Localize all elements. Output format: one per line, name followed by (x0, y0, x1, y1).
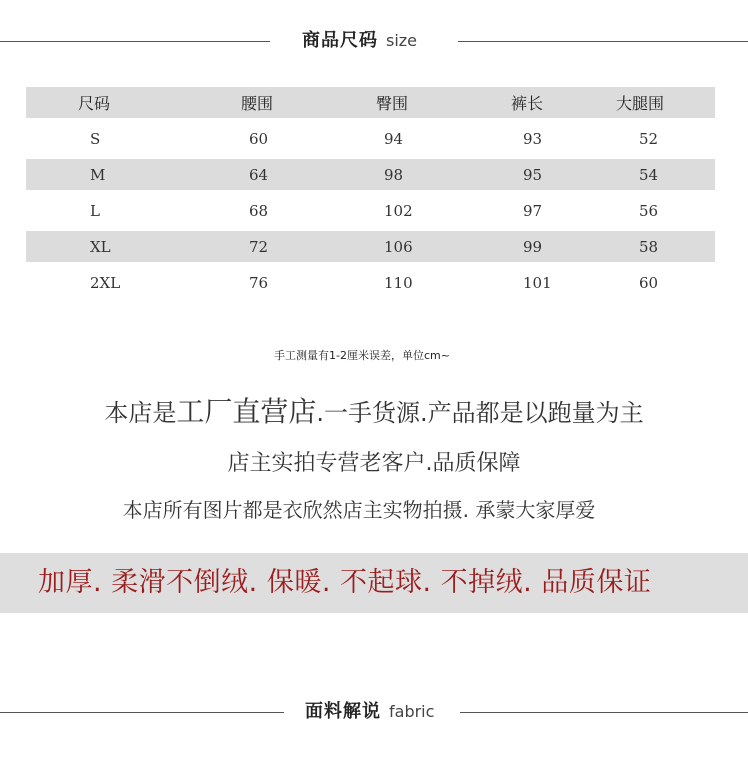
table-cell: 68 (249, 201, 269, 220)
size-section-title (302, 26, 417, 56)
table-row (26, 262, 715, 303)
table-cell: 56 (639, 201, 659, 220)
size-title-cn: 商品尺码 (302, 30, 378, 51)
table-row (26, 159, 715, 190)
size-section-header (0, 26, 748, 56)
column-header: 腰围 (241, 94, 274, 113)
fabric-title-cn: 面料解说 (305, 701, 381, 722)
fabric-section-header (0, 697, 748, 727)
column-header: 尺码 (78, 94, 111, 113)
table-cell: 2XL (90, 273, 121, 292)
promo-line1-prefix: 本店是 (104, 399, 177, 427)
table-cell: 110 (384, 273, 413, 292)
table-header-row (26, 87, 715, 118)
table-cell: 72 (249, 237, 269, 256)
table-cell: 102 (384, 201, 413, 220)
table-cell: 97 (523, 201, 543, 220)
column-header: 大腿围 (616, 94, 665, 113)
table-row (26, 190, 715, 231)
header-divider-right (458, 41, 748, 42)
table-row (26, 118, 715, 159)
table-cell: 54 (639, 165, 659, 184)
table-cell: 76 (249, 273, 269, 292)
table-cell: 52 (639, 129, 659, 148)
promo-line1-suffix: .一手货源.产品都是以跑量为主 (316, 399, 644, 427)
column-header: 裤长 (511, 94, 544, 113)
table-cell: 98 (384, 165, 404, 184)
column-header: 臀围 (376, 94, 409, 113)
table-cell: 101 (523, 273, 552, 292)
size-table (26, 87, 715, 303)
table-cell: 64 (249, 165, 269, 184)
table-cell: M (90, 165, 106, 184)
table-row (26, 231, 715, 262)
measurement-note-text: 手工测量有1-2厘米误差，单位cm~ (274, 349, 450, 362)
fabric-section-title (305, 697, 434, 727)
owner-photo-line: 店主实拍专营老客户.品质保障 (227, 451, 521, 476)
table-cell: 58 (639, 237, 659, 256)
factory-store-line (0, 390, 748, 430)
photo-statement-line: 本店所有图片都是衣欣然店主实物拍摄. 承蒙大家厚爱 (122, 498, 596, 522)
size-title-en: size (386, 31, 418, 50)
table-cell: 99 (523, 237, 543, 256)
header-divider-left (0, 41, 270, 42)
table-cell: 93 (523, 129, 543, 148)
table-cell: 60 (249, 129, 269, 148)
promo-line1-highlight: 工厂直营店 (176, 395, 317, 428)
feature-banner (0, 553, 748, 613)
table-cell: XL (90, 237, 111, 256)
table-cell: 106 (384, 237, 413, 256)
header-divider-right (460, 712, 748, 713)
table-cell: L (90, 201, 100, 220)
table-cell: S (90, 129, 101, 148)
measurement-note (0, 347, 748, 363)
header-divider-left (0, 712, 284, 713)
feature-banner-text: 加厚. 柔滑不倒绒. 保暖. 不起球. 不掉绒. 品质保证 (38, 567, 652, 598)
fabric-title-en: fabric (389, 702, 435, 721)
table-cell: 60 (639, 273, 659, 292)
table-cell: 95 (523, 165, 543, 184)
table-cell: 94 (384, 129, 404, 148)
